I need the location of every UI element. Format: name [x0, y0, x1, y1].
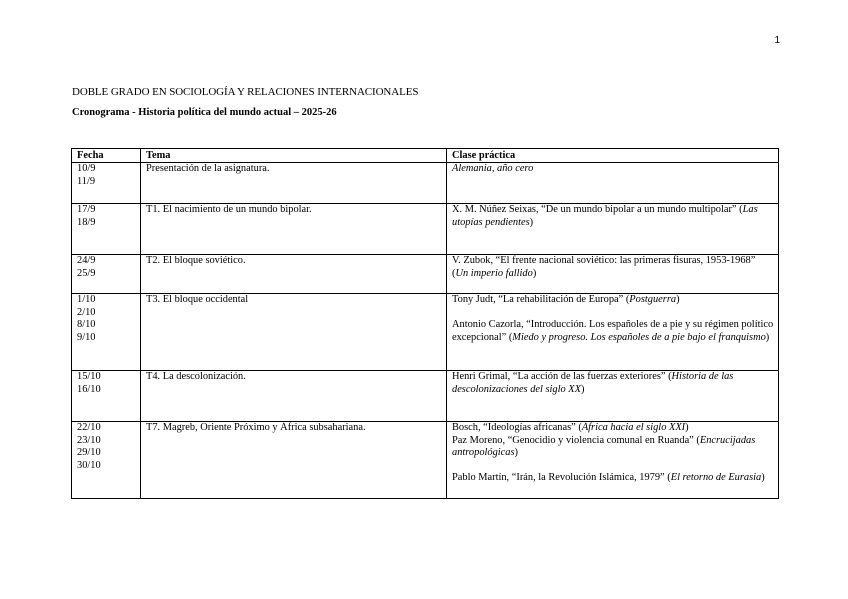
- date: 25/9: [77, 267, 96, 279]
- reading-title: Miedo y progreso. Los españoles de a pie bajo el franquismo: [512, 331, 766, 343]
- date-cell: [72, 371, 141, 422]
- date: 29/10: [77, 447, 101, 459]
- topic-cell: T1. El nacimiento de un mundo bipolar.: [141, 204, 447, 255]
- page-number: 1: [774, 35, 780, 46]
- reading-text: ): [765, 331, 770, 343]
- document-subheading: Cronograma - Historia política del mundo actual – 2025-26: [72, 107, 337, 118]
- class-cell: [447, 204, 779, 255]
- reading-text: Bosch, “Ideologías africanas” (: [452, 422, 582, 433]
- reading-title: Historia de las descolonizaciones del siglo XX: [452, 371, 734, 395]
- reading-entry: [452, 472, 774, 485]
- date: 9/10: [77, 331, 96, 343]
- reading-text: ): [676, 294, 680, 305]
- reading-title: El retorno de Eurasia: [670, 472, 762, 484]
- date-cell: [72, 294, 141, 371]
- reading-text: X. M. Núñez Seixas, “De un mundo bipolar a un mundo multipolar” (: [452, 204, 743, 215]
- topic-cell: Presentación de la asignatura.: [141, 163, 447, 204]
- table-row: [72, 163, 779, 204]
- reading-text: ): [685, 422, 689, 433]
- reading-text: ): [532, 267, 537, 279]
- reading-text: Paz Moreno, “Genocidio y violencia comunal en Ruanda” (: [452, 434, 700, 446]
- document-heading: DOBLE GRADO EN SOCIOLOGÍA Y RELACIONES INTERNACIONALES: [72, 86, 419, 98]
- reading-entry: [452, 255, 774, 280]
- schedule-table: [71, 148, 779, 499]
- reading-title: Las utopías pendientes: [452, 204, 758, 228]
- reading-text: V. Zubok, “El frente nacional soviético: las primeras fisuras, 1953-1968” (: [452, 255, 756, 279]
- class-cell: [447, 422, 779, 499]
- date: 23/10: [77, 434, 101, 446]
- reading-entry: [452, 422, 774, 435]
- table-row: [72, 371, 779, 422]
- topic-cell: T4. La descolonización.: [141, 371, 447, 422]
- table-row: [72, 422, 779, 499]
- date-cell: [72, 204, 141, 255]
- date: 11/9: [77, 175, 96, 187]
- table-header-row: [72, 149, 779, 163]
- reading-entry: [452, 435, 774, 460]
- reading-entry: [452, 163, 774, 176]
- date: 2/10: [77, 306, 96, 318]
- date: 8/10: [77, 319, 96, 331]
- reading-title: Alemania, año cero: [452, 163, 534, 174]
- table-row: [72, 294, 779, 371]
- date: 1/10: [77, 294, 96, 305]
- reading-title: África hacia el siglo XXI: [581, 422, 686, 433]
- date: 10/9: [77, 163, 96, 174]
- date: 30/10: [77, 459, 101, 471]
- reading-entry: [452, 204, 774, 229]
- header-topic: Tema: [141, 149, 447, 163]
- reading-text: ): [581, 383, 585, 395]
- topic-cell: T3. El bloque occidental: [141, 294, 447, 371]
- reading-text: Henri Grimal, “La acción de las fuerzas exteriores” (: [452, 371, 672, 382]
- reading-entry: [452, 319, 774, 344]
- reading-text: Pablo Martín, “Irán, la Revolución Islámica, 1979” (: [452, 472, 671, 484]
- table-row: [72, 204, 779, 255]
- date: 17/9: [77, 204, 96, 215]
- class-cell: [447, 163, 779, 204]
- date: 16/10: [77, 383, 101, 395]
- reading-title: Postguerra: [629, 294, 677, 305]
- header-date: Fecha: [72, 149, 141, 163]
- date-cell: [72, 255, 141, 294]
- date-cell: [72, 422, 141, 499]
- reading-text: Antonio Cazorla, “Introducción. Los españoles de a pie y su régimen político excepcional” (: [452, 319, 774, 343]
- topic-cell: T2. El bloque soviético.: [141, 255, 447, 294]
- reading-text: Tony Judt, “La rehabilitación de Europa” (: [452, 294, 630, 305]
- reading-text: ): [761, 472, 765, 484]
- reading-title: Encrucijadas antropológicas: [452, 434, 756, 459]
- reading-text: ): [514, 447, 519, 459]
- header-class: Clase práctica: [447, 149, 779, 163]
- reading-text: ): [529, 216, 534, 228]
- reading-entry: [452, 371, 774, 396]
- reading-title: Un imperio fallido: [455, 267, 533, 279]
- class-cell: [447, 255, 779, 294]
- date: 24/9: [77, 255, 96, 266]
- date-cell: [72, 163, 141, 204]
- topic-cell: T7. Magreb, Oriente Próximo y África subsahariana.: [141, 422, 447, 499]
- date: 18/9: [77, 216, 96, 228]
- reading-entry: [452, 294, 774, 307]
- date: 22/10: [77, 422, 101, 433]
- class-cell: [447, 371, 779, 422]
- date: 15/10: [77, 371, 101, 382]
- class-cell: [447, 294, 779, 371]
- table-row: [72, 255, 779, 294]
